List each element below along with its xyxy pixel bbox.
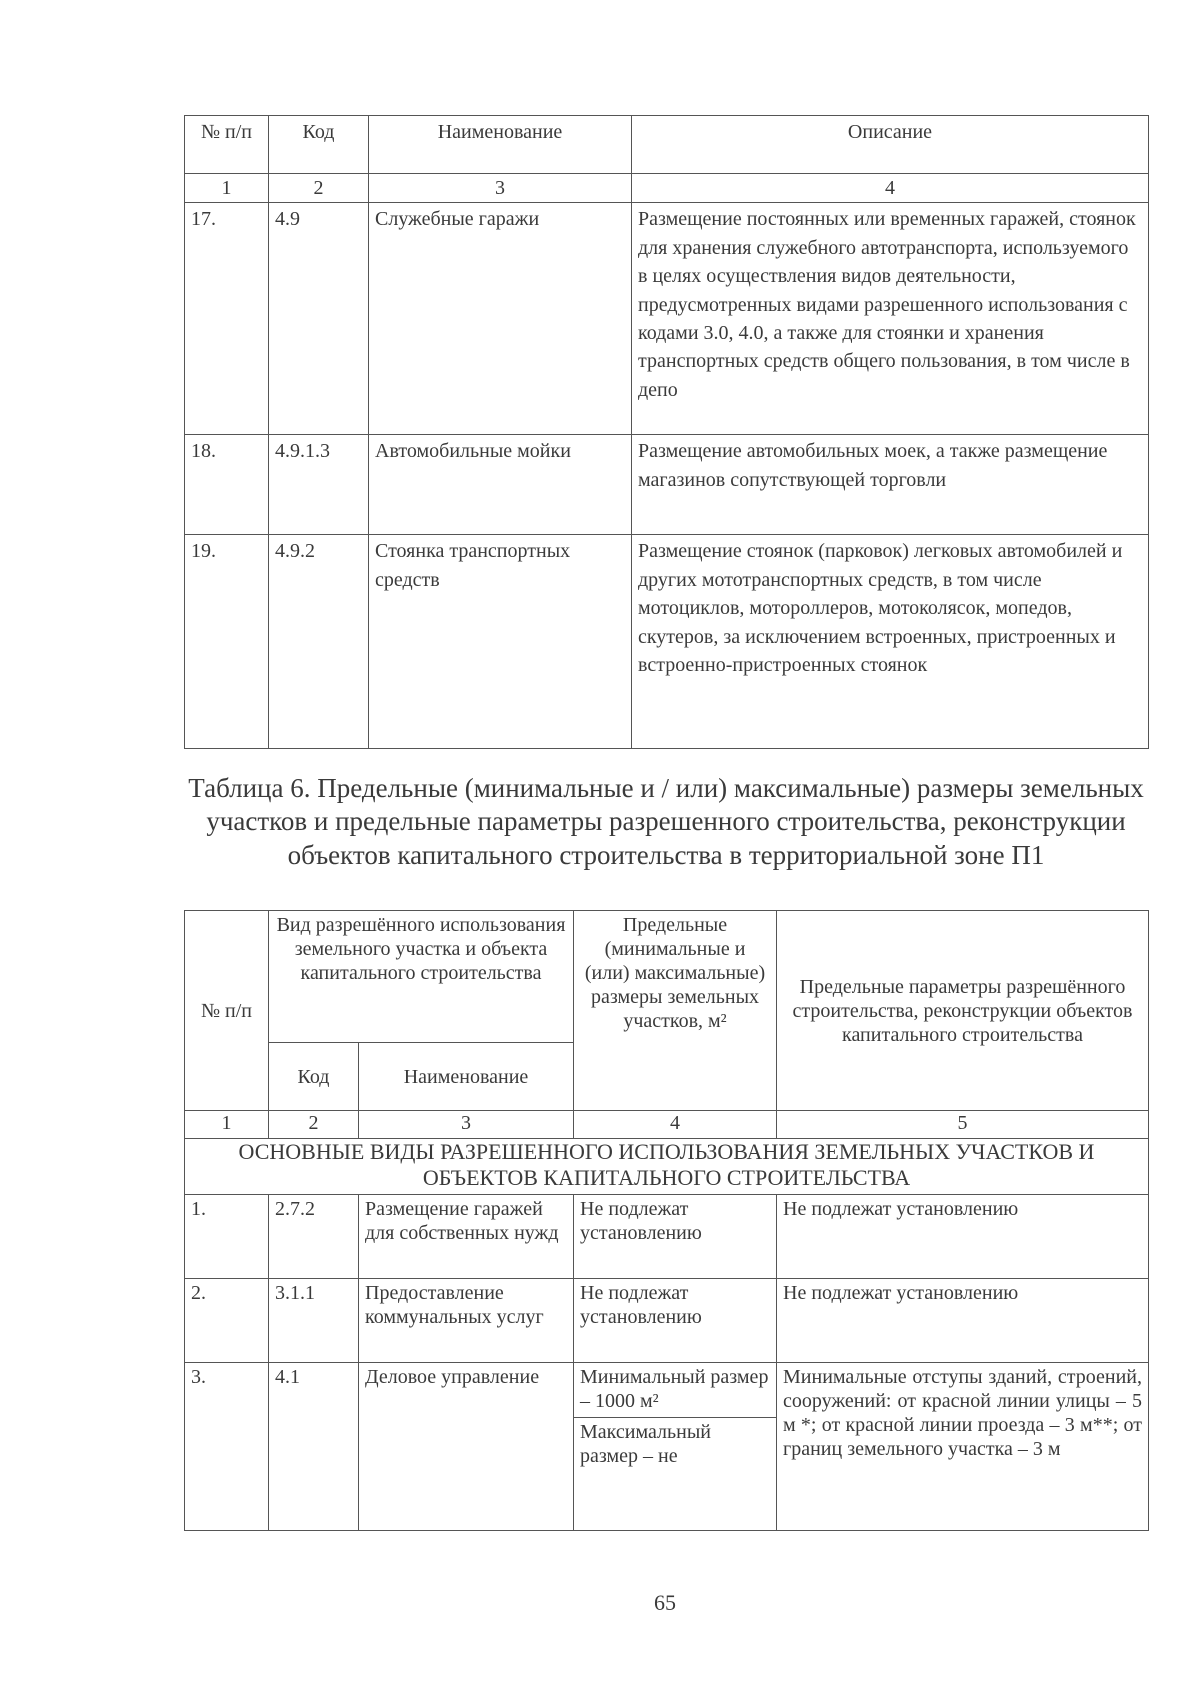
- header-kind: Вид разрешённого использования земельного участка и объекта капитального строительства: [269, 911, 574, 1043]
- row-code: 4.9.2: [269, 535, 369, 749]
- header-description: Описание: [632, 116, 1149, 174]
- row-sizes: [574, 1363, 777, 1531]
- table-row: [185, 535, 1149, 749]
- row-params: Не подлежат установлению: [777, 1279, 1149, 1363]
- section-heading: ОСНОВНЫЕ ВИДЫ РАЗРЕШЕННОГО ИСПОЛЬЗОВАНИЯ ЗЕМЕЛЬНЫХ УЧАСТКОВ И ОБЪЕКТОВ КАПИТАЛЬНОГО СТРОИТЕЛЬСТВА: [185, 1139, 1149, 1195]
- row-name: Размещение гаражей для собственных нужд: [359, 1195, 574, 1279]
- row-code: 4.9: [269, 203, 369, 435]
- row-name: Предоставление коммунальных услуг: [359, 1279, 574, 1363]
- header-sizes: Предельные (минимальные и (или) максимальные) размеры земельных участков, м²: [574, 911, 777, 1111]
- page-number: 65: [654, 1590, 676, 1615]
- table-row: [185, 1279, 1149, 1363]
- column-number: 3: [359, 1111, 574, 1139]
- size-max: Максимальный размер – не: [574, 1417, 776, 1468]
- row-code: 2.7.2: [269, 1195, 359, 1279]
- row-name: Служебные гаражи: [369, 203, 632, 435]
- table-row: [185, 435, 1149, 535]
- table-caption: Таблица 6. Предельные (минимальные и / или) максимальные) размеры земельных участков и предельные параметры разрешенного строительства, реконструкции объектов капитального строительства в территориальной зоне П1: [188, 773, 1144, 870]
- row-description: Размещение постоянных или временных гаражей, стоянок для хранения служебного автотранспорта, используемого в целях осуществления видов деятельности, предусмотренных видами разрешенного использования с кодами 3.0, 4.0, а также для стоянки и хранения транспортных средств общего пользования, в том числе в депо: [632, 203, 1149, 435]
- row-num: 3.: [185, 1363, 269, 1531]
- header-params: Предельные параметры разрешённого строительства, реконструкции объектов капитального строительства: [777, 911, 1149, 1111]
- column-number: 1: [185, 174, 269, 203]
- row-description: Размещение стоянок (парковок) легковых автомобилей и других мототранспортных средств, в том числе мотоциклов, мотороллеров, мотоколясок, мопедов, скутеров, за исключением встроенных, пристроенных и встроенно-пристроенных стоянок: [632, 535, 1149, 749]
- table-row: [185, 1363, 1149, 1531]
- header-code: Код: [269, 1043, 359, 1111]
- row-num: 17.: [185, 203, 269, 435]
- column-number: 4: [632, 174, 1149, 203]
- row-code: 4.1: [269, 1363, 359, 1531]
- zoning-table: [184, 910, 1149, 1531]
- row-params: Не подлежат установлению: [777, 1195, 1149, 1279]
- row-name: Деловое управление: [359, 1363, 574, 1531]
- header-name: Наименование: [369, 116, 632, 174]
- size-min: Минимальный размер – 1000 м²: [580, 1366, 769, 1412]
- row-name: Автомобильные мойки: [369, 435, 632, 535]
- row-num: 1.: [185, 1195, 269, 1279]
- row-code: 4.9.1.3: [269, 435, 369, 535]
- row-num: 19.: [185, 535, 269, 749]
- header-code: Код: [269, 116, 369, 174]
- row-code: 3.1.1: [269, 1279, 359, 1363]
- table-row: [185, 203, 1149, 435]
- row-description: Размещение автомобильных моек, а также размещение магазинов сопутствующей торговли: [632, 435, 1149, 535]
- row-params: Минимальные отступы зданий, строений, сооружений: от красной линии улицы – 5 м *; от красной линии проезда – 3 м**; от границ земельного участка – 3 м: [777, 1363, 1149, 1531]
- table-row: [185, 1195, 1149, 1279]
- column-number: 1: [185, 1111, 269, 1139]
- column-number: 4: [574, 1111, 777, 1139]
- row-num: 18.: [185, 435, 269, 535]
- row-sizes: Не подлежат установлению: [574, 1279, 777, 1363]
- column-number: 3: [369, 174, 632, 203]
- header-num: № п/п: [185, 116, 269, 174]
- top-table: [184, 115, 1149, 749]
- header-num: № п/п: [185, 911, 269, 1111]
- column-number: 5: [777, 1111, 1149, 1139]
- header-name: Наименование: [359, 1043, 574, 1111]
- column-number: 2: [269, 1111, 359, 1139]
- row-name: Стоянка транспортных средств: [369, 535, 632, 749]
- row-sizes: Не подлежат установлению: [574, 1195, 777, 1279]
- column-number: 2: [269, 174, 369, 203]
- row-num: 2.: [185, 1279, 269, 1363]
